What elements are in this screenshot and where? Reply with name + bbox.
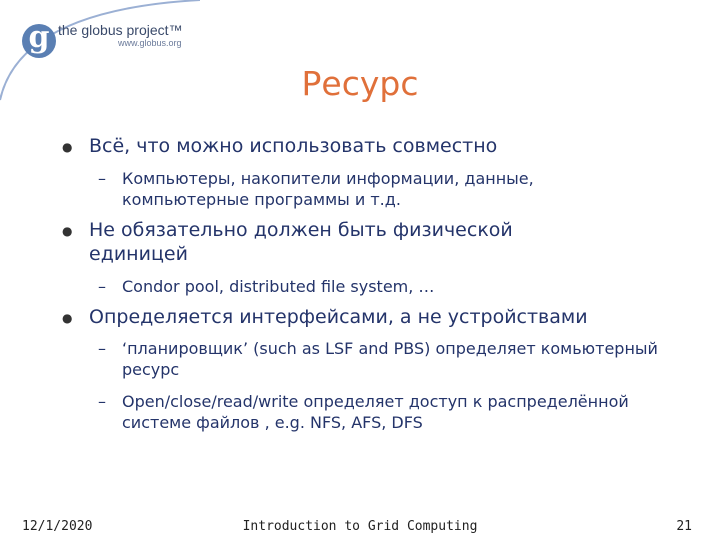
logo-url: www.globus.org	[118, 38, 182, 48]
dash-icon: –	[98, 392, 106, 411]
globus-logo-icon: g	[22, 24, 56, 58]
bullet-3-text: Определяется интерфейсами, а не устройствами	[89, 306, 588, 328]
bullet-1-text: Всё, что можно использовать совместно	[89, 135, 498, 157]
page-number: 21	[676, 519, 692, 534]
bullet-1-sub-1-text: Компьютеры, накопители информации, данные, компьютерные программы и т.д.	[122, 169, 534, 209]
bullet-3-sub-2	[98, 391, 638, 433]
footer-date: 12/1/2020	[22, 519, 93, 534]
slide-title: Ресурс	[301, 64, 419, 103]
logo-name: the globus project™	[58, 22, 183, 38]
dash-icon: –	[98, 339, 106, 358]
bullet-2-text: Не обязательно должен быть физической единицей	[89, 219, 513, 265]
globus-logo	[22, 14, 187, 64]
footer-title: Introduction to Grid Computing	[242, 519, 478, 534]
bullet-3-sub-2-text: Open/close/read/write определяет доступ к распределённой системе файлов , e.g. NFS, AFS, DFS	[122, 392, 629, 432]
bullet-icon: ●	[62, 311, 73, 325]
bullet-1-sub-1	[98, 168, 658, 210]
bullet-icon: ●	[62, 140, 73, 154]
bullet-2-sub-1-text: Condor pool, distributed file system, …	[122, 277, 435, 296]
dash-icon: –	[98, 277, 106, 296]
bullet-2-sub-1	[98, 276, 658, 297]
bullet-3-sub-1-text: ‘планировщик’ (such as LSF and PBS) определяет комьютерный ресурс	[122, 339, 658, 379]
bullet-3-sub-1	[98, 338, 658, 380]
bullet-icon: ●	[62, 224, 73, 238]
dash-icon: –	[98, 169, 106, 188]
